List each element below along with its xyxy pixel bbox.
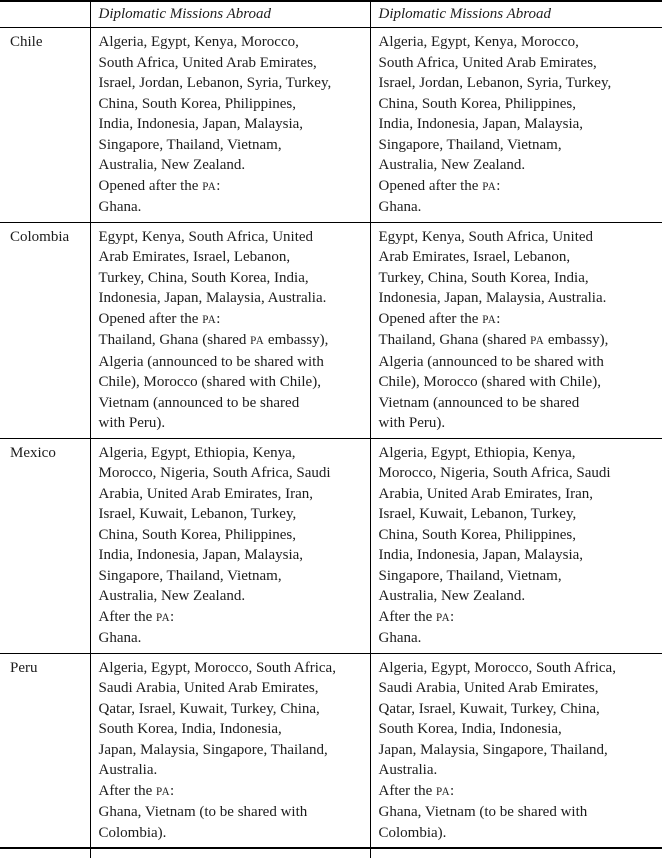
cell-line: India, Indonesia, Japan, Malaysia, <box>378 116 584 132</box>
cell-line: Vietnam (announced to be shared <box>98 394 300 411</box>
column-header-missions-2: Diplomatic Missions Abroad <box>370 1 662 28</box>
cell-line: Algeria, Egypt, Kenya, Morocco, <box>378 34 579 50</box>
cell-line: Australia, New Zealand. <box>378 157 526 173</box>
cell-line: Indonesia, Japan, Malaysia, Australia. <box>98 290 327 306</box>
cell-line: Qatar, Israel, Kuwait, Turkey, China, <box>98 700 320 717</box>
cell-line: Singapore, Thailand, Vietnam, <box>378 567 562 584</box>
missions-cell <box>90 28 370 223</box>
column-header-missions-1: Diplomatic Missions Abroad <box>90 1 370 28</box>
cell-line: Algeria, Egypt, Ethiopia, Kenya, <box>378 444 576 461</box>
smallcaps-pa: PA <box>435 785 451 798</box>
cell-line: After the PA: <box>378 608 455 625</box>
smallcaps-pa: PA <box>155 785 171 798</box>
cell-line: Ghana. <box>98 199 142 215</box>
cell-line: China, South Korea, Philippines, <box>98 526 296 543</box>
cell-line: Thailand, Ghana (shared PA embassy), <box>378 332 609 348</box>
cell-line: Algeria, Egypt, Ethiopia, Kenya, <box>98 444 296 461</box>
cell-line: Arab Emirates, Israel, Lebanon, <box>378 249 571 265</box>
cell-line: Saudi Arabia, United Arab Emirates, <box>378 680 599 696</box>
table-header <box>0 1 662 28</box>
missions-cell <box>370 222 662 438</box>
cell-line: Israel, Jordan, Lebanon, Syria, Turkey, <box>378 75 612 91</box>
table-row-chile <box>0 28 662 223</box>
cell-line: Japan, Malaysia, Singapore, Thailand, <box>98 741 328 758</box>
cell-line: Opened after the PA: <box>378 310 501 327</box>
partial-cell <box>90 848 370 858</box>
cell-line: Algeria, Egypt, Morocco, South Africa, <box>378 659 616 676</box>
cell-line: Saudi Arabia, United Arab Emirates, <box>98 680 319 696</box>
cell-line: Singapore, Thailand, Vietnam, <box>98 567 282 584</box>
cell-line: Opened after the PA: <box>98 177 221 194</box>
table-row-peru <box>0 653 662 848</box>
cell-line: Israel, Kuwait, Lebanon, Turkey, <box>98 506 297 522</box>
cell-line: Opened after the PA: <box>98 310 221 327</box>
cell-line: China, South Korea, Philippines, <box>378 95 576 112</box>
cell-line: with Peru). <box>378 415 446 431</box>
cell-line: Japan, Malaysia, Singapore, Thailand, <box>378 741 608 758</box>
cell-line: Australia, New Zealand. <box>98 157 246 173</box>
missions-cell <box>370 653 662 848</box>
cell-line: China, South Korea, Philippines, <box>98 95 296 112</box>
header-empty-cell <box>0 1 90 28</box>
cell-line: Morocco, Nigeria, South Africa, Saudi <box>378 465 611 481</box>
cell-line: Australia. <box>98 762 158 778</box>
cell-line: After the PA: <box>378 782 455 799</box>
missions-cell <box>90 222 370 438</box>
cell-line: Algeria, Egypt, Morocco, South Africa, <box>98 659 336 676</box>
cell-line: Qatar, Israel, Kuwait, Turkey, China, <box>378 700 600 717</box>
table-row-colombia <box>0 222 662 438</box>
cell-line: Arabia, United Arab Emirates, Iran, <box>98 485 314 502</box>
smallcaps-pa: PA <box>482 180 497 193</box>
cell-line: Morocco, Nigeria, South Africa, Saudi <box>98 465 331 481</box>
partial-cell <box>0 848 90 858</box>
cell-line: Singapore, Thailand, Vietnam, <box>378 136 562 153</box>
cell-line: South Africa, United Arab Emirates, <box>98 54 317 71</box>
cell-line: Colombia). <box>378 824 447 841</box>
cell-line: South Korea, India, Indonesia, <box>378 721 562 737</box>
row-label: Peru <box>0 653 90 848</box>
cell-line: Algeria (announced to be shared with <box>98 353 324 370</box>
cell-line: Thailand, Ghana (shared PA embassy), <box>98 332 329 348</box>
smallcaps-pa: PA <box>435 611 451 624</box>
smallcaps-pa: PA <box>202 180 217 193</box>
missions-cell <box>90 653 370 848</box>
cell-line: After the PA: <box>98 608 175 625</box>
cell-line: Arab Emirates, Israel, Lebanon, <box>98 249 291 265</box>
table-footer-stub <box>0 848 662 858</box>
missions-cell <box>90 438 370 653</box>
partial-cell <box>370 848 662 858</box>
cell-line: Opened after the PA: <box>378 177 501 194</box>
cell-line: Australia. <box>378 762 438 778</box>
cell-line: China, South Korea, Philippines, <box>378 526 576 543</box>
table-body <box>0 28 662 849</box>
smallcaps-pa: PA <box>202 313 217 326</box>
cell-line: Algeria (announced to be shared with <box>378 353 604 370</box>
cell-line: Turkey, China, South Korea, India, <box>378 269 589 286</box>
cell-line: Arabia, United Arab Emirates, Iran, <box>378 485 594 502</box>
cell-line: India, Indonesia, Japan, Malaysia, <box>98 116 304 132</box>
smallcaps-pa: PA <box>530 335 545 347</box>
missions-cell <box>370 28 662 223</box>
cell-line: with Peru). <box>98 415 166 431</box>
cell-line: South Africa, United Arab Emirates, <box>378 54 597 71</box>
cell-line: Israel, Jordan, Lebanon, Syria, Turkey, <box>98 75 332 91</box>
cell-line: Chile), Morocco (shared with Chile), <box>98 374 321 390</box>
cell-line: Algeria, Egypt, Kenya, Morocco, <box>98 34 299 50</box>
cell-line: India, Indonesia, Japan, Malaysia, <box>378 547 584 563</box>
cell-line: After the PA: <box>98 782 175 799</box>
partial-next-row <box>0 848 662 858</box>
smallcaps-pa: PA <box>155 611 171 624</box>
table-row-mexico <box>0 438 662 653</box>
cell-line: Egypt, Kenya, South Africa, United <box>98 228 314 245</box>
cell-line: Indonesia, Japan, Malaysia, Australia. <box>378 290 607 306</box>
cell-line: Ghana. <box>378 630 422 646</box>
header-row <box>0 1 662 28</box>
cell-line: Chile), Morocco (shared with Chile), <box>378 374 601 390</box>
row-label: Colombia <box>0 222 90 438</box>
cell-line: South Korea, India, Indonesia, <box>98 721 282 737</box>
smallcaps-pa: PA <box>250 335 265 347</box>
cell-line: Colombia). <box>98 824 167 841</box>
cell-line: India, Indonesia, Japan, Malaysia, <box>98 547 304 563</box>
missions-cell <box>370 438 662 653</box>
cell-line: Ghana. <box>98 630 142 646</box>
cell-line: Turkey, China, South Korea, India, <box>98 269 309 286</box>
row-label: Mexico <box>0 438 90 653</box>
cell-line: Vietnam (announced to be shared <box>378 394 580 411</box>
cell-line: Ghana, Vietnam (to be shared with <box>378 804 588 820</box>
cell-line: Australia, New Zealand. <box>378 588 526 604</box>
cell-line: Ghana, Vietnam (to be shared with <box>98 804 308 820</box>
cell-line: Israel, Kuwait, Lebanon, Turkey, <box>378 506 577 522</box>
cell-line: Ghana. <box>378 199 422 215</box>
cell-line: Egypt, Kenya, South Africa, United <box>378 228 594 245</box>
cell-line: Australia, New Zealand. <box>98 588 246 604</box>
cell-line: Singapore, Thailand, Vietnam, <box>98 136 282 153</box>
row-label: Chile <box>0 28 90 223</box>
smallcaps-pa: PA <box>482 313 497 326</box>
